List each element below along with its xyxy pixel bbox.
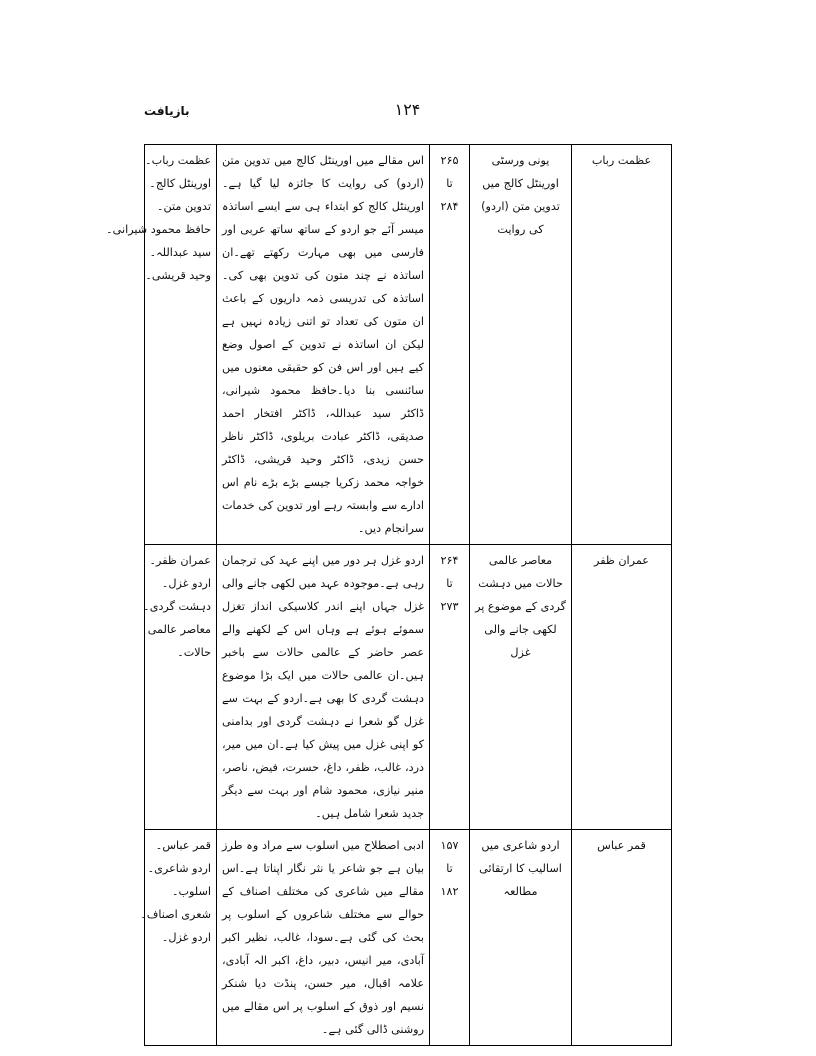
keyword: معاصر عالمی [147,623,211,636]
pages-cell [430,545,470,830]
keywords-cell [106,145,217,545]
keyword: اردو غزل۔ [161,577,211,590]
page-header [144,100,671,126]
page-separator: تا [446,862,453,875]
keyword: دہشت گردی۔ [143,600,211,613]
keyword: سید عبداللہ۔ [149,246,211,259]
pages-cell [430,145,470,545]
page-from: ۱۵۷ [440,839,459,852]
keyword: عمران ظفر۔ [149,554,211,567]
article-index-table [106,144,672,1046]
keyword: قمر عباس۔ [155,839,211,852]
abstract-cell: ادبی اصطلاح میں اسلوب سے مراد وہ طرز بیان ہے جو شاعر یا نثر نگار اپناتا ہے۔اس مقالے میں شاعری کی مختلف اصناف کے حوالے سے مختلف شاعروں کے اسلوب پر بحث کی گئی ہے۔سودا، غالب، نظیر اکبر آبادی، میر انیس، دبیر، داغ، اکبر الہ آبادی، علامہ اقبال، میر حسن، پنڈت دیا شنکر نسیم اور ذوق کے اسلوب پر اس مقالے میں روشنی ڈالی گئی ہے۔ [217,830,430,1046]
keyword: اورینٹل کالج۔ [149,177,211,190]
keyword: اردو شاعری۔ [147,862,211,875]
table-row [145,830,672,1046]
keyword: حافظ محمود شیرانی۔ [106,223,211,236]
keyword: اسلوب۔ [171,885,211,898]
table-row [145,145,672,545]
author-cell: قمر عباس [572,830,672,1046]
keyword: اردو غزل۔ [161,931,211,944]
page-separator: تا [446,577,453,590]
page-from: ۲۶۵ [440,154,459,167]
journal-title: بازیافت [144,104,190,118]
page-from: ۲۶۴ [440,554,459,567]
author-cell: عمران ظفر [572,545,672,830]
article-title-cell: اردو شاعری میں اسالیب کا ارتقائی مطالعہ [470,830,572,1046]
author-cell: عظمت رباب [572,145,672,545]
page-number: ۱۲۴ [394,100,421,119]
page-to: ۲۷۳ [440,600,459,613]
keyword: تدوین متن۔ [156,200,211,213]
keyword: حالات۔ [177,646,211,659]
article-title-cell: یونی ورسٹی اورینٹل کالج میں تدوین متن (اردو) کی روایت [470,145,572,545]
abstract-cell: اس مقالے میں اورینٹل کالج میں تدوین متن (اردو) کی روایت کا جائزہ لیا گیا ہے۔اورینٹل کالج کو ابتداء ہی سے ایسے اساتذہ میسر آئے جو اردو کے ساتھ ساتھ عربی اور فارسی میں بھی مہارت رکھتے تھے۔ان اساتذہ نے چند متون کی تدوین بھی کی۔اساتذہ کی تدریسی ذمہ داریوں کے باعث ان متون کی تعداد تو اتنی زیادہ نہیں ہے لیکن ان اساتذہ نے تدوین کے اصول وضع کیے ہیں اور اس فن کو حقیقی معنوں میں سائنسی بنا دیا۔حافظ محمود شیرانی، ڈاکٹر سید عبداللہ، ڈاکٹر افتخار احمد صدیقی، ڈاکٹر عبادت بریلوی، ڈاکٹر ناظر حسن زیدی، ڈاکٹر وحید قریشی، ڈاکٹر خواجہ محمد زکریا جیسے بڑے بڑے نام اس ادارے سے وابستہ رہے اور تدوین کی خدمات سرانجام دیں۔ [217,145,430,545]
table-row [145,545,672,830]
keywords-cell [145,545,217,830]
keyword: شعری اصناف۔ [140,908,211,921]
page-separator: تا [446,177,453,190]
abstract-cell: اردو غزل ہر دور میں اپنے عہد کی ترجمان رہی ہے۔موجودہ عہد میں لکھی جانے والی غزل جہاں اپنے اندر کلاسیکی انداز تغزل سموئے ہوئے ہے وہاں اس کے لکھنے والے عصر حاضر کے عالمی حالات سے باخبر ہیں۔ان عالمی حالات میں ایک بڑا موضوع دہشت گردی کا بھی ہے۔اردو کے بہت سے غزل گو شعرا نے دہشت گردی اور بدامنی کو اپنی غزل میں پیش کیا ہے۔ان میں میر، درد، غالب، ظفر، داغ، حسرت، فیض، ناصر، منیر نیازی، محمود شام اور بہت سے دیگر جدید شعرا شامل ہیں۔ [217,545,430,830]
keyword: وحید قریشی۔ [145,269,211,282]
keywords-cell [140,830,217,1046]
pages-cell [430,830,470,1046]
page-to: ۱۸۲ [440,885,459,898]
page-to: ۲۸۴ [440,200,459,213]
keyword: عظمت رباب۔ [145,154,211,167]
article-title-cell: معاصر عالمی حالات میں دہشت گردی کے موضوع پر لکھی جانے والی غزل [470,545,572,830]
